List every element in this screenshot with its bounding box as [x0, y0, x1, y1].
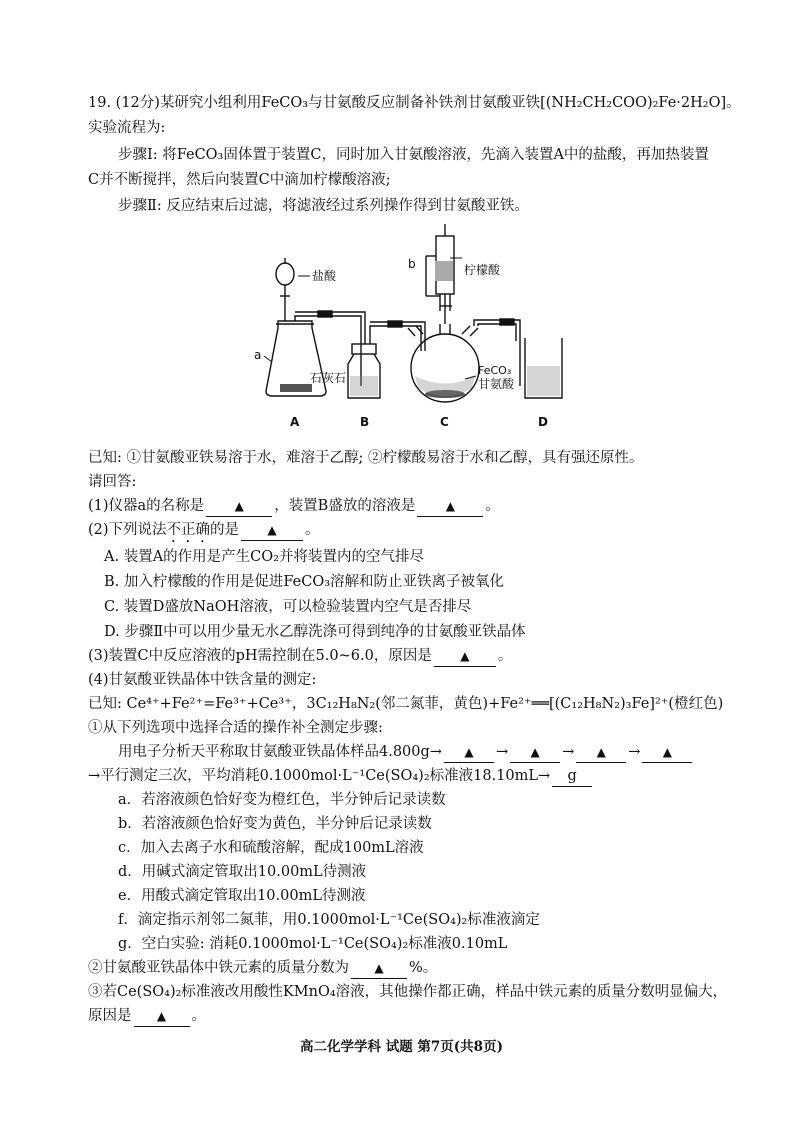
- caption-b: B: [360, 415, 370, 429]
- answer-blank-2[interactable]: ▲: [241, 520, 303, 541]
- answer-blank-1b[interactable]: ▲: [417, 496, 483, 517]
- label-a: a: [254, 348, 262, 362]
- option-4c: c．加入去离子水和硫酸溶解，配成100mL溶液: [118, 840, 424, 856]
- sub-question-3: (3)装置C中反应溶液的pH需控制在5.0~6.0，原因是 ▲ 。: [88, 646, 512, 667]
- option-2b: B. 加入柠檬酸的作用是促进FeCO₃溶解和防止亚铁离子被氧化: [104, 574, 505, 590]
- page-footer: 高二化学学科 试题 第7页(共8页): [300, 1039, 503, 1055]
- answer-blank-4-2[interactable]: ▲: [351, 958, 407, 979]
- sub-question-4-part3: ③若Ce(SO₄)₂标准液改用酸性KMnO₄溶液，其他操作都正确，样品中铁元素的质量分数明显偏大，: [88, 984, 728, 1000]
- option-4e: e．用酸式滴定管取出10.00mL待测液: [118, 888, 366, 904]
- label-glycine: 甘氨酸: [478, 377, 515, 391]
- known-info-1: 已知: ①甘氨酸亚铁易溶于水，难溶于乙醇; ②柠檬酸易溶于水和乙醇，具有强还原性。: [88, 450, 644, 466]
- caption-c: C: [440, 415, 449, 429]
- apparatus-diagram: [240, 216, 570, 436]
- option-2c: C. 装置D盛放NaOH溶液，可以检验装置内空气是否排尽: [104, 599, 472, 615]
- procedure-blank-4[interactable]: ▲: [642, 742, 692, 763]
- step1-text-cont: C并不断搅拌，然后向装置C中滴加柠檬酸溶液;: [88, 172, 391, 188]
- option-4d: d．用碱式滴定管取出10.00mL待测液: [118, 864, 367, 880]
- question-score: (12分): [115, 95, 160, 111]
- label-b: b: [408, 257, 416, 271]
- sub-question-4-known: 已知: Ce⁴⁺+Fe²⁺=Fe³⁺+Ce³⁺，3C₁₂H₈N₂(邻二氮菲，黄色)+Fe²⁺══[(C₁₂H₈N₂)₃Fe]²⁺(橙红色): [88, 696, 724, 712]
- label-feco3: FeCO₃: [478, 364, 512, 377]
- label-citric: 柠檬酸: [464, 263, 501, 277]
- option-4f: f．滴定指示剂邻二氮菲，用0.1000mol·L⁻¹Ce(SO₄)₂标准液滴定: [118, 912, 540, 928]
- answer-blank-3[interactable]: ▲: [434, 646, 496, 667]
- procedure-blank-3[interactable]: ▲: [576, 742, 626, 763]
- procedure-blank-5[interactable]: g: [552, 766, 592, 787]
- emphasis-not-correct: 不正确: [166, 522, 211, 538]
- sub-question-4-part1: ①从下列选项中选择合适的操作补全测定步骤:: [88, 720, 383, 736]
- option-4b: b．若溶液颜色恰好变为黄色，半分钟后记录读数: [118, 816, 432, 832]
- sub-question-4-part3-cont: 原因是 ▲ 。: [88, 1006, 206, 1027]
- procedure-line-2: →平行测定三次，平均消耗0.1000mol·L⁻¹Ce(SO₄)₂标准液18.10mL→ g: [88, 766, 594, 787]
- option-2a: A. 装置A的作用是产生CO₂并将装置内的空气排尽: [104, 549, 424, 565]
- procedure-blank-1[interactable]: ▲: [444, 742, 494, 763]
- step2-text: 步骤Ⅱ: 反应结束后过滤，将滤液经过系列操作得到甘氨酸亚铁。: [118, 198, 529, 214]
- answer-blank-4-3[interactable]: ▲: [134, 1006, 190, 1027]
- sub-question-1: (1)仪器a的名称是 ▲ ，装置B盛放的溶液是 ▲ 。: [88, 496, 500, 517]
- caption-d: D: [538, 415, 548, 429]
- sub-question-2: (2)下列说法不正确的是 ▲ 。: [88, 520, 320, 546]
- procedure-line-1: 用电子分析天平称取甘氨酸亚铁晶体样品4.800g→ ▲ → ▲ → ▲ → ▲: [118, 742, 694, 763]
- sub-question-4-title: (4)甘氨酸亚铁晶体中铁含量的测定:: [88, 672, 317, 688]
- procedure-blank-2[interactable]: ▲: [510, 742, 560, 763]
- sub-question-4-part2: ②甘氨酸亚铁晶体中铁元素的质量分数为 ▲ %。: [88, 958, 437, 979]
- answer-prompt: 请回答:: [88, 474, 137, 490]
- caption-a: A: [290, 415, 300, 429]
- option-2d: D. 步骤Ⅱ中可以用少量无水乙醇洗涤可得到纯净的甘氨酸亚铁晶体: [104, 624, 526, 640]
- option-4g: g．空白实验: 消耗0.1000mol·L⁻¹Ce(SO₄)₂标准液0.10mL: [118, 936, 508, 952]
- step1-text: 步骤Ⅰ: 将FeCO₃固体置于装置C，同时加入甘氨酸溶液，先滴入装置A中的盐酸，再加热装置: [118, 147, 709, 163]
- question-header: [88, 93, 741, 113]
- option-4a: a．若溶液颜色恰好变为橙红色，半分钟后记录读数: [118, 792, 446, 808]
- answer-blank-1a[interactable]: ▲: [206, 496, 272, 517]
- label-limestone: 石灰石: [310, 371, 347, 385]
- flow-title: 实验流程为:: [88, 120, 166, 136]
- label-hcl: 盐酸: [312, 269, 337, 283]
- question-number: 19.: [88, 95, 112, 111]
- question-intro: 某研究小组利用FeCO₃与甘氨酸反应制备补铁剂甘氨酸亚铁[(NH₂CH₂COO)₂Fe·2H₂O]。: [159, 95, 741, 111]
